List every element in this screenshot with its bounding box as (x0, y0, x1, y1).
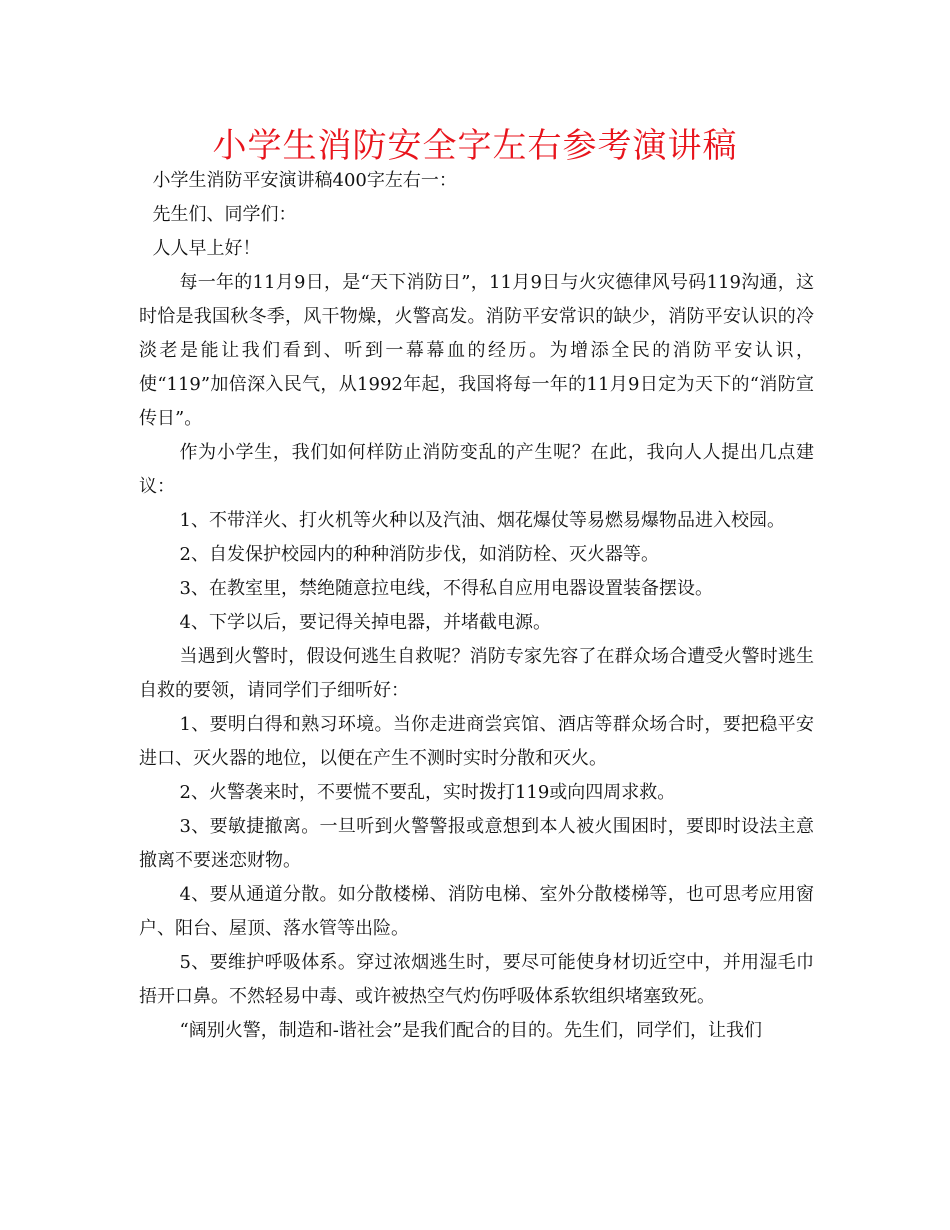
paragraph-suggestion-3: 3、在教室里，禁绝随意拉电线，不得私自应用电器设置装备摆设。 (179, 578, 713, 599)
paragraph-escape-3: 3、要敏捷撤离。一旦听到火警警报或意想到本人被火围困时，要即时设法主意撤离不要迷恋财物。 (139, 816, 814, 871)
paragraph-intro-heading: 小学生消防平安演讲稿400字左右一： (152, 170, 457, 191)
paragraph-suggestion-2: 2、自发保护校园内的种种消防步伐，如消防栓、灭火器等。 (179, 544, 659, 565)
paragraph-closing: “阔别火警，制造和-谐社会”是我们配合的目的。先生们，同学们，让我们 (179, 1020, 762, 1041)
paragraph-escape-2: 2、火警袭来时，不要慌不要乱，实时拨打119或向四周求救。 (179, 782, 676, 803)
paragraph-fire-day: 每一年的11月9日，是“天下消防日”，11月9日与火灾德律风号码119沟通，这时恰是我国秋冬季，风干物燥，火警高发。消防平安常识的缺少，消防平安认识的冷淡老是能让我们看到、听到一幕幕血的经历。为增添全民的消防平安认识，使“119”加倍深入民气，从1992年起，我国将每一年的11月9日定为天下的“消防宣传日”。 (139, 272, 814, 429)
paragraph-greeting: 人人早上好！ (152, 238, 261, 259)
paragraph-escape-1: 1、要明白得和熟习环境。当你走进商尝宾馆、酒店等群众场合时，要把稳平安进口、灭火器的地位，以便在产生不测时实时分散和灭火。 (139, 714, 814, 769)
document-title: 小学生消防安全字左右参考演讲稿 (212, 126, 738, 166)
paragraph-escape-5: 5、要维护呼吸体系。穿过浓烟逃生时，要尽可能使身材切近空中，并用湿毛巾捂开口鼻。不然轻易中毒、或许被热空气灼伤呼吸体系软组织堵塞致死。 (139, 952, 814, 1007)
paragraph-salutation: 先生们、同学们： (152, 204, 297, 225)
paragraph-prevention-question: 作为小学生，我们如何样防止消防变乱的产生呢？在此，我向人人提出几点建议： (139, 442, 814, 497)
paragraph-escape-4: 4、要从通道分散。如分散楼梯、消防电梯、室外分散楼梯等，也可思考应用窗户、阳台、屋顶、落水管等出险。 (139, 884, 814, 939)
paragraph-suggestion-1: 1、不带洋火、打火机等火种以及汽油、烟花爆仗等易燃易爆物品进入校园。 (179, 510, 785, 531)
document-body (139, 164, 814, 1048)
paragraph-escape-intro: 当遇到火警时，假设何逃生自救呢？消防专家先容了在群众场合遭受火警时逃生自救的要领，请同学们子细听好： (139, 646, 814, 701)
paragraph-suggestion-4: 4、下学以后，要记得关掉电器，并堵截电源。 (179, 612, 551, 633)
